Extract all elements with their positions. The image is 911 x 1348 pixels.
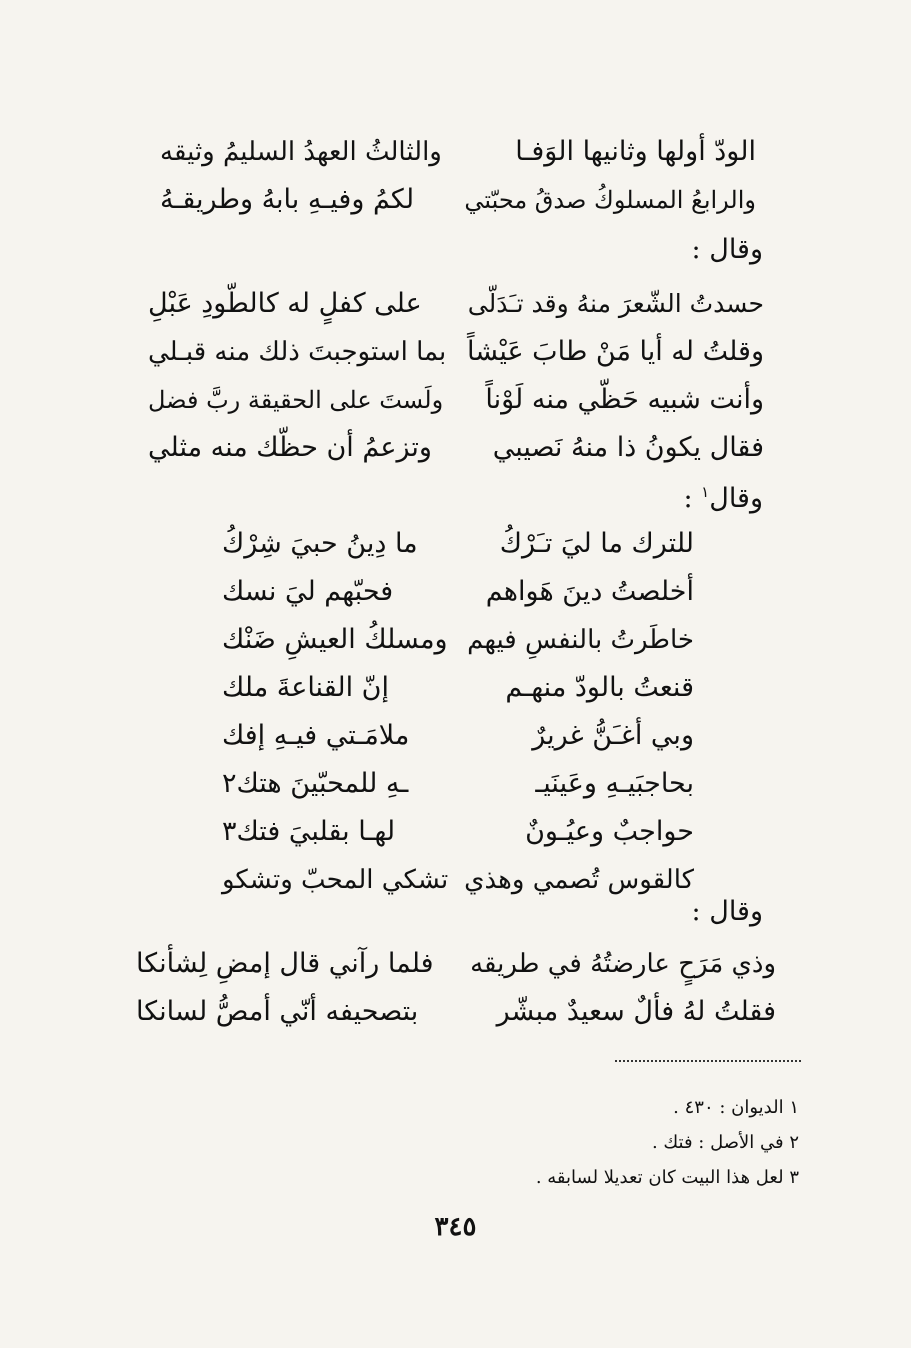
verse-line	[160, 178, 756, 226]
footnote-divider	[615, 1060, 801, 1062]
first-hemistich: الودّ أولها وثانيها الوَفـا	[515, 136, 756, 167]
first-hemistich: وبي أغـَنُّ غريرٌ	[532, 720, 694, 751]
verse-line	[222, 714, 694, 762]
second-hemistich: إنّ القناعةَ ملك	[222, 672, 389, 703]
verse-line	[222, 570, 694, 618]
second-hemistich: فحبّهم ليَ نسك	[222, 576, 394, 607]
first-hemistich: وقلتُ له أيا مَنْ طابَ عَيْشاً	[467, 336, 764, 367]
second-hemistich: ولَستَ على الحقيقة ربَّ فضل	[148, 386, 444, 414]
first-hemistich: كالقوس تُصمي وهذي	[464, 865, 694, 895]
second-hemistich: لكمُ وفيـهِ بابهُ وطريقـهُ	[160, 184, 415, 215]
first-hemistich: والرابعُ المسلوكُ صدقُ محبّتي	[464, 186, 756, 214]
poem-4	[136, 942, 776, 1038]
verse-line	[160, 130, 756, 178]
second-hemistich: ومسلكُ العيشِ ضَنْك	[222, 624, 448, 655]
poem-2	[148, 282, 764, 474]
intro-tail: :	[683, 483, 702, 514]
poem-intro: وقال :	[691, 896, 763, 927]
verse-line	[148, 330, 764, 378]
footnotes	[536, 1090, 799, 1195]
first-hemistich: فقلتُ لهُ فألٌ سعيدٌ مبشّر	[496, 996, 776, 1027]
verse-line	[136, 942, 776, 990]
verse-line	[148, 426, 764, 474]
verse-line	[222, 618, 694, 666]
second-hemistich: بتصحيفه أنّي أمصُّ لسانكا	[136, 996, 419, 1027]
first-hemistich: وذي مَرَحٍ عارضتُهُ في طريقه	[470, 949, 776, 979]
second-hemistich: بما استوجبتَ ذلك منه قبـلي	[148, 337, 447, 367]
first-hemistich: للترك ما ليَ تـَرْكُ	[499, 528, 694, 559]
poem-3	[222, 522, 694, 906]
poem-1	[160, 130, 756, 226]
first-hemistich: أخلصتُ دينَ هَواهم	[485, 576, 694, 607]
second-hemistich: لهـا بقلبيَ فتك٣	[222, 816, 396, 847]
footnote: ٣ لعل هذا البيت كان تعديلا لسابقه .	[535, 1167, 799, 1188]
verse-line	[136, 990, 776, 1038]
second-hemistich: ـهِ للمحبّينَ هتك٢	[222, 768, 409, 799]
first-hemistich: قنعتُ بالودّ منهـم	[505, 672, 694, 703]
footnote: ١ الديوان : ٤٣٠ .	[673, 1097, 799, 1118]
verse-line	[222, 858, 694, 906]
verse-line	[222, 522, 694, 570]
poem-intro	[683, 472, 763, 519]
verse-line	[222, 666, 694, 714]
poem-intro: وقال :	[691, 234, 763, 265]
first-hemistich: خاطَرتُ بالنفسِ فيهم	[467, 625, 694, 655]
footnote-marker: ١	[701, 483, 710, 501]
second-hemistich: على كفلٍ له كالطّودِ عَبْلِ	[148, 288, 422, 319]
footnote: ٢ في الأصل : فتك .	[651, 1132, 799, 1153]
verse-line	[222, 810, 694, 858]
second-hemistich: ما دِينُ حبيَ شِرْكُ	[222, 528, 418, 559]
intro-text: وقال	[709, 483, 763, 514]
verse-line	[222, 762, 694, 810]
verse-line	[148, 282, 764, 330]
first-hemistich: بحاجبَيـهِ وعَينَيـ	[535, 768, 694, 799]
second-hemistich: ملامَـتي فيـهِ إفك	[222, 720, 410, 751]
second-hemistich: تشكي المحبّ وتشكو	[222, 865, 449, 895]
first-hemistich: حواجبٌ وعيُـونٌ	[525, 816, 694, 847]
first-hemistich: وأنت شبيه حَظّي منه لَوْناً	[485, 384, 764, 415]
page-number: ٣٤٥	[434, 1212, 477, 1242]
second-hemistich: والثالثُ العهدُ السليمُ وثيقه	[160, 137, 442, 167]
verse-line	[148, 378, 764, 426]
second-hemistich: فلما رآني قال إمضِ لِشأنكا	[136, 948, 434, 979]
second-hemistich: وتزعمُ أن حظّك منه مثلي	[148, 432, 432, 463]
first-hemistich: حسدتُ الشّعرَ منهُ وقد تـَدَلّى	[467, 289, 764, 318]
first-hemistich: فقال يكونُ ذا منهُ نَصيبي	[492, 432, 764, 463]
